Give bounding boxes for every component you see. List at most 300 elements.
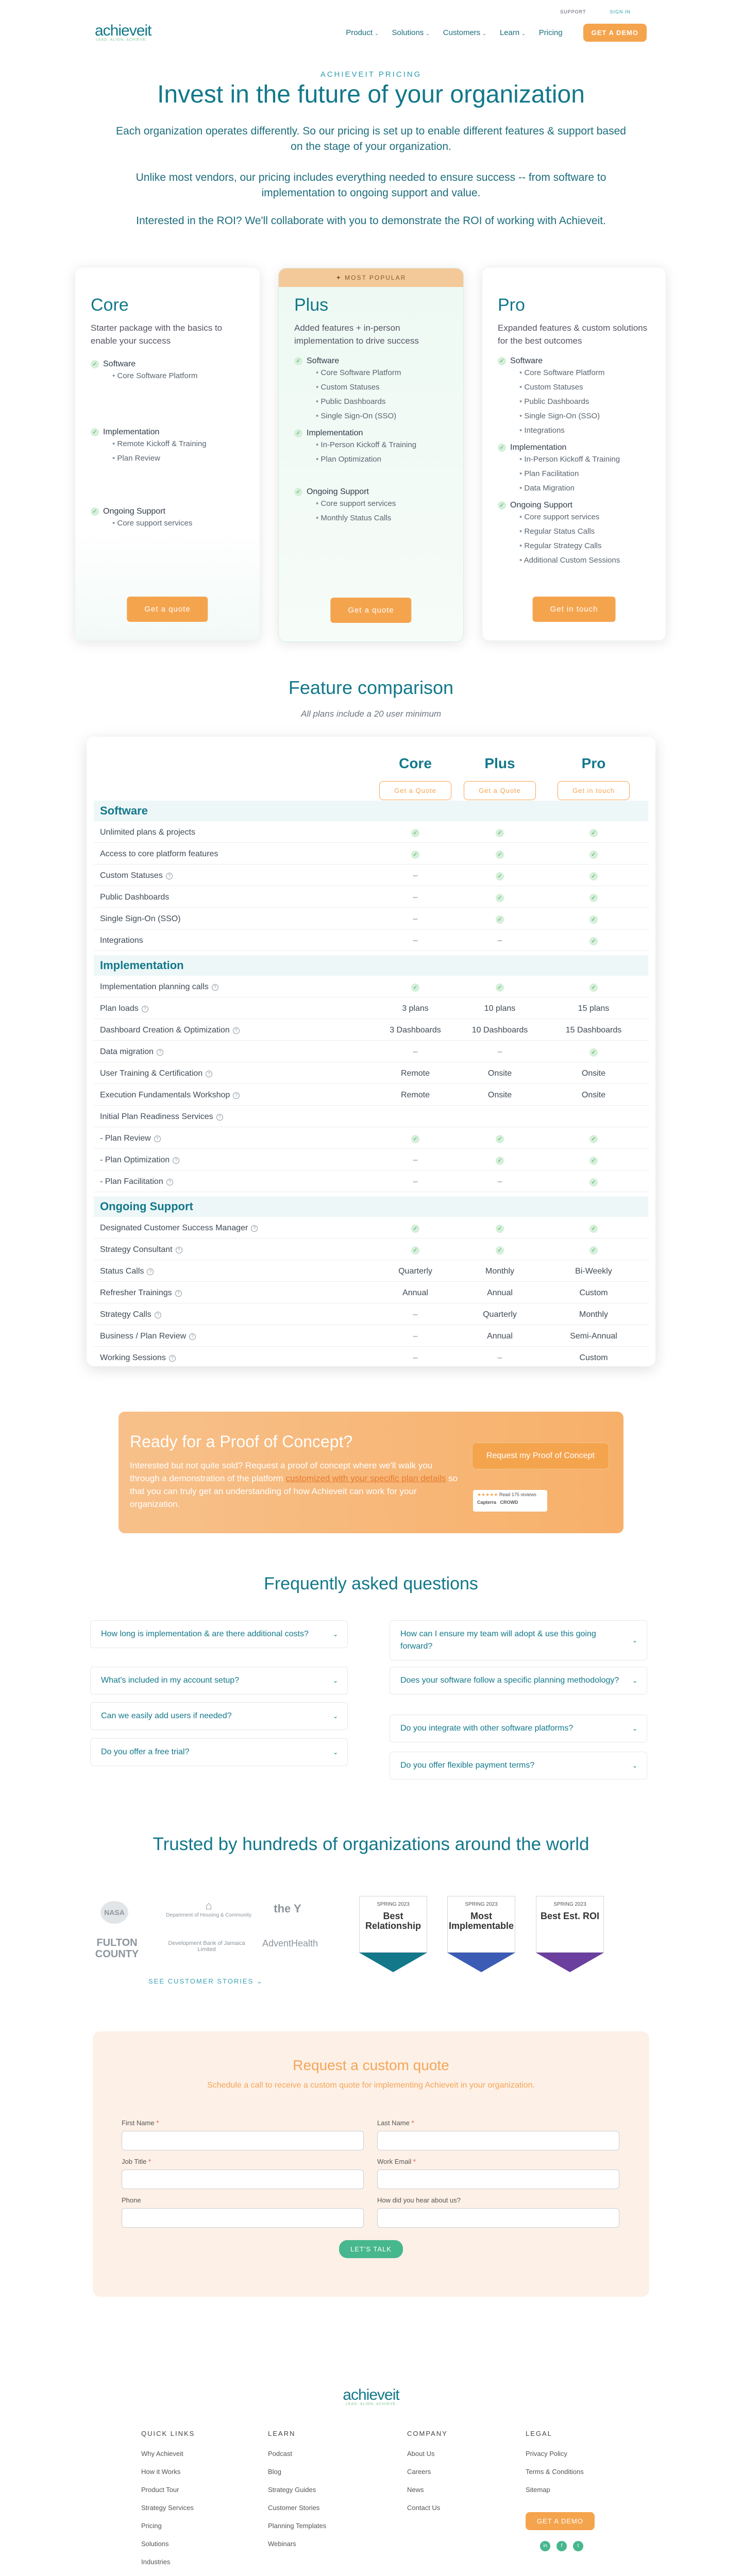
feature-item: • Remote Kickoff & Training [112, 437, 260, 451]
row-label [100, 1348, 176, 1368]
dbj-logo: Development Bank of Jamaica Limited [168, 1940, 245, 1953]
cell-value: Custom [579, 1289, 608, 1297]
job-title-field: Job Title * [122, 2158, 364, 2189]
comparison-row [94, 1063, 648, 1084]
check-icon: ✓ [496, 894, 504, 902]
comparison-subtitle: All plans include a 20 user minimum [300, 709, 442, 719]
check-icon: ✓ [294, 357, 302, 365]
check-icon: ✓ [294, 488, 302, 496]
check-icon [552, 909, 635, 929]
check-icon: ✓ [589, 1157, 598, 1165]
cell-value: Semi-Annual [570, 1332, 617, 1341]
footer-link[interactable]: Strategy Services [141, 2504, 194, 2512]
signin-link[interactable]: SIGN IN [610, 9, 631, 14]
chevron-down-icon: ⌄ [632, 1637, 637, 1644]
dash-icon: – [413, 1332, 418, 1341]
logo-tagline: LEAD. ALIGN. ACHIEVE. [346, 2402, 397, 2406]
row-label [100, 822, 195, 843]
dash-icon: – [413, 1177, 418, 1186]
info-icon[interactable]: ? [212, 984, 218, 991]
row-label [100, 1128, 161, 1149]
row-label-text: Plan loads [100, 1004, 139, 1013]
row-label [100, 977, 218, 997]
house-icon: ⌂ [205, 1899, 212, 1912]
referral-field [377, 2196, 619, 2228]
nasa-logo: NASA [100, 1901, 128, 1924]
row-label [100, 1020, 240, 1041]
dash-icon: – [413, 1353, 418, 1362]
footer-heading: LEARN [268, 2430, 296, 2437]
lets-talk-button[interactable]: LET'S TALK [339, 2240, 403, 2258]
row-label [100, 1150, 179, 1171]
nav-label: Product [346, 28, 373, 37]
comparison-row [94, 930, 648, 951]
comparison-row [94, 1261, 648, 1282]
info-icon[interactable]: ? [166, 1179, 173, 1185]
comparison-row [94, 1128, 648, 1149]
check-icon [374, 977, 457, 997]
dash-icon: – [497, 1177, 502, 1186]
poc-text [130, 1459, 460, 1511]
support-link[interactable]: SUPPORT [560, 9, 586, 14]
chevron-down-icon: ⌄ [332, 1677, 338, 1684]
twitter-icon[interactable]: t [573, 2541, 583, 2551]
row-label-text: - Plan Optimization [100, 1156, 170, 1164]
nav-label: Solutions [392, 28, 424, 37]
check-icon [374, 1128, 457, 1149]
row-label-text: Strategy Consultant [100, 1245, 173, 1254]
get-in-touch-button[interactable]: Get in touch [533, 597, 616, 622]
check-icon [459, 822, 541, 843]
check-icon [552, 1218, 635, 1239]
cell-value: Quarterly [483, 1310, 517, 1319]
get-quote-button[interactable]: Get a quote [330, 598, 411, 623]
comparison-row [94, 866, 648, 886]
linkedin-icon[interactable]: in [540, 2541, 550, 2551]
faq-question: What's included in my account setup? [101, 1676, 240, 1685]
get-quote-button[interactable]: Get a Quote [379, 781, 451, 800]
row-label [100, 1304, 161, 1325]
plan-description: Starter package with the basics to enable your success [91, 323, 223, 346]
feature-group-title: Software [510, 357, 543, 365]
cell-value: 10 Dashboards [471, 1026, 528, 1035]
job-title-input[interactable] [122, 2170, 364, 2189]
check-icon: ✓ [91, 428, 99, 436]
comparison-row [94, 1150, 648, 1171]
star-rating-icon: ★★★★★ [477, 1492, 498, 1497]
footer-heading: COMPANY [407, 2430, 448, 2437]
cell-value: 10 plans [484, 1004, 516, 1013]
check-icon [552, 1150, 635, 1171]
faq-item[interactable] [90, 1667, 348, 1694]
feature-item: • Custom Statuses [316, 380, 463, 395]
cell-value: Annual [487, 1332, 513, 1341]
feature-item: • Public Dashboards [519, 395, 666, 409]
check-icon: ✓ [496, 1246, 504, 1255]
check-icon [374, 1218, 457, 1239]
check-icon [552, 977, 635, 997]
footer-link[interactable]: Solutions [141, 2540, 169, 2548]
check-icon [552, 887, 635, 908]
feature-item: • In-Person Kickoff & Training [519, 452, 666, 467]
footer-learn [268, 2430, 326, 2553]
footer-link[interactable]: Industries [141, 2558, 171, 2566]
hero-paragraph-2: Unlike most vendors, our pricing includes everything needed to ensure success -- from software to implementation to ongoing support and value. [136, 172, 606, 199]
footer-link[interactable]: Webinars [268, 2540, 296, 2548]
comparison-row [94, 1348, 648, 1368]
top-utility-bar [560, 9, 631, 14]
feature-item: • Custom Statuses [519, 380, 666, 395]
row-label-text: Access to core platform features [100, 850, 218, 858]
get-demo-button[interactable]: GET A DEMO [583, 24, 647, 42]
nav-product[interactable] [346, 28, 378, 37]
cell-value: Remote [400, 1069, 430, 1078]
field-label: Job Title [122, 2158, 147, 2165]
g2-logo: CROWD [500, 1500, 518, 1505]
row-label-text: User Training & Certification [100, 1069, 203, 1078]
check-icon [374, 822, 457, 843]
footer-link[interactable]: News [407, 2486, 424, 2494]
comparison-row [94, 1326, 648, 1347]
row-label-text: Designated Customer Success Manager [100, 1224, 248, 1232]
cell-value: 3 plans [402, 1004, 429, 1013]
check-icon [552, 1128, 635, 1149]
badge-label: MOST POPULAR [345, 274, 407, 281]
badge-season: SPRING 2023 [465, 1902, 498, 1907]
comparison-row [94, 1085, 648, 1106]
cell-value: Onsite [581, 1091, 606, 1099]
section-header: Ongoing Support [94, 1196, 648, 1217]
cell-value: 3 Dashboards [390, 1026, 441, 1035]
info-icon[interactable]: ? [142, 1006, 148, 1012]
check-icon: ✓ [589, 937, 598, 945]
badge-season: SPRING 2023 [553, 1902, 586, 1907]
info-icon[interactable]: ? [251, 1225, 258, 1232]
row-label [100, 1085, 240, 1106]
chevron-down-icon: ⌄ [426, 30, 430, 36]
field-label: Phone [122, 2196, 141, 2204]
check-icon: ✓ [411, 1225, 419, 1233]
poc-title: Ready for a Proof of Concept? [130, 1432, 353, 1451]
feature-group-title: Ongoing Support [307, 487, 369, 496]
comparison-row [94, 977, 648, 997]
cell-value: Annual [402, 1289, 428, 1297]
feature-item: • Public Dashboards [316, 395, 463, 409]
poc-link[interactable]: customized with your specific plan details [285, 1473, 446, 1483]
cell-value: Annual [487, 1289, 513, 1297]
faq-item[interactable] [390, 1715, 647, 1742]
g2-badge-best-roi [536, 1896, 604, 1973]
comparison-row [94, 1304, 648, 1325]
info-icon[interactable]: ? [166, 873, 173, 879]
feature-group-title: Software [307, 357, 340, 365]
check-icon [552, 1240, 635, 1260]
see-customer-stories-link[interactable] [148, 1977, 263, 1986]
info-icon[interactable]: ? [233, 1027, 240, 1034]
check-icon: ✓ [496, 916, 504, 924]
info-icon[interactable]: ? [147, 1268, 154, 1275]
get-in-touch-button[interactable]: Get in touch [558, 781, 630, 800]
first-name-input[interactable] [122, 2131, 364, 2150]
badge-label: Most Implementable [448, 1911, 514, 1931]
footer-link[interactable]: Sitemap [526, 2486, 550, 2494]
section-header: Implementation [94, 955, 648, 976]
row-label [100, 1063, 212, 1084]
work-email-field: Work Email * [377, 2158, 619, 2189]
info-icon[interactable]: ? [175, 1290, 182, 1297]
info-icon[interactable]: ? [189, 1333, 196, 1340]
row-label-text: Strategy Calls [100, 1310, 151, 1319]
dash-icon: – [413, 1310, 418, 1319]
faq-item[interactable] [90, 1738, 348, 1766]
info-icon[interactable]: ? [176, 1247, 182, 1253]
footer-legal [526, 2430, 584, 2499]
faq-question: Do you offer a free trial? [101, 1748, 190, 1756]
row-label [100, 887, 169, 908]
dash-icon: – [413, 936, 418, 945]
feature-item: • Core Software Platform [112, 369, 260, 383]
footer-link[interactable]: Blog [268, 2468, 282, 2476]
badge-ribbon-icon [447, 1953, 515, 1973]
row-label [100, 1218, 258, 1239]
check-icon: ✓ [589, 872, 598, 880]
check-icon: ✓ [589, 984, 598, 992]
check-icon: ✓ [589, 851, 598, 859]
cell-value: Bi-Weekly [575, 1267, 612, 1276]
faq-item[interactable] [390, 1752, 647, 1780]
feature-group-support [91, 507, 260, 531]
info-icon[interactable]: ? [157, 1049, 163, 1056]
nav-customers[interactable] [443, 28, 486, 37]
check-icon [459, 887, 541, 908]
feature-item: • Single Sign-On (SSO) [316, 409, 463, 423]
footer-link[interactable]: Contact Us [407, 2504, 441, 2512]
comparison-row [94, 1107, 648, 1127]
row-label [100, 1283, 182, 1303]
footer-link[interactable]: Privacy Policy [526, 2450, 567, 2458]
cell-value: Remote [400, 1091, 430, 1099]
faq-item[interactable] [90, 1702, 348, 1730]
plan-card-core [75, 267, 260, 641]
row-label-text: Status Calls [100, 1267, 144, 1276]
faq-item[interactable] [390, 1667, 647, 1694]
g2-badge-most-implementable [447, 1896, 515, 1973]
referral-input[interactable] [377, 2208, 619, 2228]
cell-value: Custom [579, 1353, 608, 1362]
chevron-down-icon: ⌄ [332, 1713, 338, 1720]
footer-logo[interactable] [0, 2388, 742, 2406]
check-icon: ✓ [589, 1246, 598, 1255]
row-label-text: Execution Fundamentals Workshop [100, 1091, 230, 1099]
housing-logo [165, 1899, 252, 1918]
faq-item[interactable] [90, 1620, 348, 1648]
footer-link[interactable]: Why Achieveit [141, 2450, 183, 2458]
check-icon [374, 844, 457, 865]
field-label: Last Name [377, 2119, 410, 2127]
trusted-title: Trusted by hundreds of organizations around the world [153, 1834, 589, 1854]
feature-group-support [498, 501, 666, 568]
nav-label: Learn [499, 28, 520, 37]
row-label [100, 998, 148, 1019]
info-icon[interactable]: ? [206, 1071, 212, 1077]
info-icon[interactable]: ? [233, 1092, 240, 1099]
poc-text-part: so that you can truly get an understanding of how Achieveit can work for your organization. [130, 1473, 458, 1509]
nav-solutions[interactable] [392, 28, 430, 37]
feature-item: • Regular Strategy Calls [519, 539, 666, 553]
get-quote-button[interactable]: Get a Quote [464, 781, 536, 800]
plan-description: Expanded features & custom solutions for the best outcomes [498, 323, 648, 346]
footer-company [407, 2430, 448, 2517]
footer-link[interactable]: Pricing [141, 2522, 162, 2530]
footer-link[interactable]: Planning Templates [268, 2522, 327, 2530]
phone-input[interactable] [122, 2208, 364, 2228]
quote-title: Request a custom quote [293, 2057, 449, 2073]
feature-item: • Additional Custom Sessions [519, 553, 666, 568]
footer-heading: QUICK LINKS [141, 2430, 195, 2437]
chevron-down-icon: ⌄ [521, 30, 526, 36]
comparison-row [94, 998, 648, 1019]
check-icon [552, 1172, 635, 1192]
feature-item: • Monthly Status Calls [316, 511, 463, 526]
feature-group-title: Implementation [307, 429, 363, 437]
feature-group-title: Implementation [510, 443, 567, 452]
row-label-text: - Plan Review [100, 1134, 151, 1143]
info-icon[interactable]: ? [154, 1136, 161, 1142]
feature-group-software [91, 360, 260, 383]
feature-group-title: Software [103, 360, 136, 368]
check-icon: ✓ [498, 444, 506, 452]
faq-question: Does your software follow a specific planning methodology? [400, 1676, 619, 1685]
logo-tagline: LEAD. ALIGN. ACHIEVE. [96, 38, 147, 42]
cell-value: Onsite [581, 1069, 606, 1078]
cell-value: Quarterly [398, 1267, 432, 1276]
footer-link[interactable]: About Us [407, 2450, 435, 2458]
work-email-input[interactable] [377, 2170, 619, 2189]
logo[interactable] [95, 24, 151, 42]
dash-icon: – [497, 936, 502, 945]
footer-link[interactable]: Customer Stories [268, 2504, 320, 2512]
comparison-table [87, 737, 655, 1366]
footer-link[interactable]: Careers [407, 2468, 431, 2476]
footer-link[interactable]: Terms & Conditions [526, 2468, 584, 2476]
info-icon[interactable]: ? [216, 1114, 223, 1121]
info-icon[interactable]: ? [173, 1157, 179, 1164]
feature-group-software [294, 357, 463, 423]
feature-item: • Plan Facilitation [519, 467, 666, 481]
check-icon [552, 822, 635, 843]
footer-demo-button[interactable]: GET A DEMO [526, 2512, 595, 2530]
first-name-field: First Name * [122, 2119, 364, 2150]
comparison-title: Feature comparison [288, 677, 454, 698]
feature-group-title: Implementation [103, 428, 160, 436]
comparison-row [94, 822, 648, 843]
request-poc-button[interactable]: Request my Proof of Concept [472, 1443, 609, 1469]
faq-item[interactable] [390, 1620, 647, 1660]
check-icon: ✓ [496, 829, 504, 837]
footer-link[interactable]: Product Tour [141, 2486, 179, 2494]
dash-icon: – [497, 1047, 502, 1056]
feature-item: • Plan Optimization [316, 452, 463, 467]
chevron-down-icon: ⌄ [482, 30, 486, 36]
column-header-plus: Plus [484, 755, 515, 771]
field-label: Work Email [377, 2158, 412, 2165]
footer-link[interactable]: Podcast [268, 2450, 292, 2458]
cell-value: Onsite [487, 1091, 512, 1099]
feature-item: • In-Person Kickoff & Training [316, 438, 463, 452]
feature-item: • Core support services [316, 497, 463, 511]
faq-title: Frequently asked questions [264, 1574, 478, 1594]
hero-paragraph-3: Interested in the ROI? We'll collaborate with you to demonstrate the ROI of working with Achieveit. [136, 215, 606, 227]
feature-item: • Core support services [519, 510, 666, 524]
check-icon: ✓ [91, 360, 99, 368]
row-label [100, 1042, 163, 1062]
check-icon [552, 866, 635, 886]
badge-ribbon-icon [536, 1953, 604, 1973]
last-name-input[interactable] [377, 2131, 619, 2150]
row-label-text: Refresher Trainings [100, 1289, 172, 1297]
plan-name: Core [91, 295, 129, 315]
plan-name: Plus [294, 295, 329, 315]
check-icon: ✓ [589, 894, 598, 902]
chevron-down-icon: ⌄ [332, 1631, 338, 1638]
check-icon [459, 1240, 541, 1260]
feature-group-support [294, 487, 463, 526]
row-label-text: Data migration [100, 1047, 154, 1056]
hero-paragraph-1: Each organization operates differently. So our pricing is set up to enable different features & support based on the stage of your organization. [116, 125, 626, 152]
feature-item: • Core support services [112, 516, 260, 531]
cell-value: 15 Dashboards [565, 1026, 622, 1035]
reviews-text: Read 175 reviews [499, 1492, 536, 1497]
footer-link[interactable]: Strategy Guides [268, 2486, 316, 2494]
row-label-text: Unlimited plans & projects [100, 828, 195, 837]
faq-question: Can we easily add users if needed? [101, 1711, 232, 1720]
get-quote-button[interactable]: Get a quote [127, 597, 208, 622]
row-label-text: Initial Plan Readiness Services [100, 1112, 213, 1121]
info-icon[interactable]: ? [169, 1355, 176, 1362]
feature-group-implementation [498, 443, 666, 496]
comparison-row [94, 1042, 648, 1062]
info-icon[interactable]: ? [155, 1312, 161, 1318]
check-icon: ✓ [589, 916, 598, 924]
check-icon [459, 844, 541, 865]
check-icon: ✓ [496, 851, 504, 859]
nav-pricing[interactable]: Pricing [538, 28, 563, 37]
badge-season: SPRING 2023 [377, 1902, 410, 1907]
check-icon [374, 1240, 457, 1260]
check-icon [459, 1128, 541, 1149]
row-label [100, 1261, 154, 1282]
row-label-text: Single Sign-On (SSO) [100, 914, 181, 923]
dash-icon: – [413, 1156, 418, 1164]
feature-item: • Core Software Platform [316, 366, 463, 380]
comparison-row [94, 1172, 648, 1192]
facebook-icon[interactable]: f [556, 2541, 567, 2551]
faq-question: Do you offer flexible payment terms? [400, 1761, 535, 1770]
page-title: Invest in the future of your organization [157, 81, 585, 108]
chevron-down-icon: ⌄ [632, 1762, 637, 1769]
reviews-badge[interactable] [473, 1490, 547, 1512]
chevron-down-icon: ⌄ [256, 1977, 263, 1985]
link-label: SEE CUSTOMER STORIES [148, 1977, 254, 1985]
chevron-down-icon: ⌄ [332, 1749, 338, 1756]
check-icon [459, 1218, 541, 1239]
check-icon: ✓ [496, 984, 504, 992]
plan-card-pro [482, 267, 666, 641]
footer-link[interactable]: How it Works [141, 2468, 181, 2476]
nav-learn[interactable] [500, 28, 526, 37]
check-icon: ✓ [411, 851, 419, 859]
feature-item: • Single Sign-On (SSO) [519, 409, 666, 423]
